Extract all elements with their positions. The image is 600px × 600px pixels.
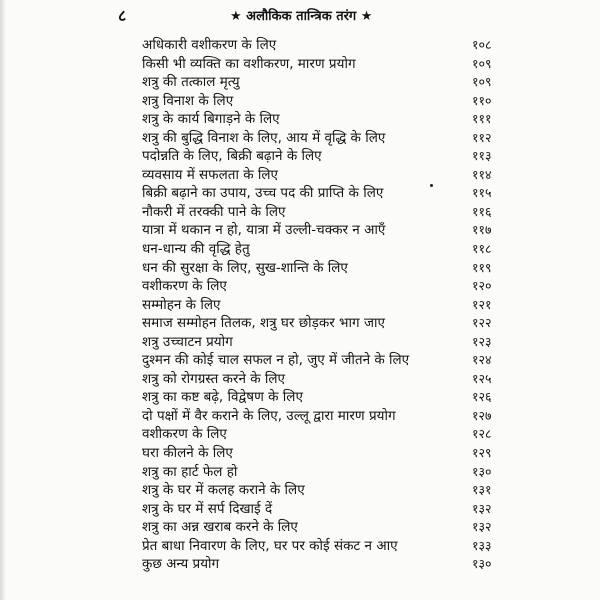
toc-entry-page-number: १०९ [472, 74, 492, 90]
toc-entry [0, 129, 600, 148]
toc-entry-page-number: ११३ [472, 148, 492, 164]
toc-entry-page-number: १०८ [472, 37, 492, 52]
toc-entry-page-number: १२५ [472, 370, 492, 386]
toc-entry-title: शत्रु की बुद्धि विनाश के लिए, आय में वृद्धि के लिए [142, 129, 386, 146]
toc-entry [0, 55, 600, 74]
toc-entry-page-number: १२३ [472, 333, 492, 349]
toc-entry [0, 407, 600, 426]
toc-entry-title: यात्रा में थकान न हो, यात्रा में उल्ली-चक्कर न आएँ [142, 222, 386, 239]
page-number: ८ [118, 6, 127, 25]
toc-entry-page-number: ११९ [472, 259, 492, 275]
toc-entry-page-number: १२४ [472, 352, 492, 368]
toc-entry [0, 333, 600, 352]
toc-entry [0, 425, 600, 444]
toc-entry-title: पदोन्नति के लिए, बिक्री बढ़ाने के लिए [142, 148, 322, 165]
toc-entry [0, 147, 600, 166]
toc-entry [0, 370, 600, 389]
toc-entry-title: प्रेत बाधा निवारण के लिए, घर पर कोई संकट न आए [142, 537, 398, 554]
toc-entry [0, 240, 600, 259]
toc-entry-page-number: १३१ [472, 482, 492, 498]
toc-entry [0, 277, 600, 296]
toc-entry-page-number: १२७ [472, 407, 492, 423]
toc-entry-title: समाज सम्मोहन तिलक, शत्रु घर छोड़कर भाग जाए [142, 315, 385, 332]
toc-entry-title: शत्रु का अन्न खराब करने के लिए [142, 519, 298, 536]
toc-entry [0, 221, 600, 240]
toc-entry-title: नौकरी में तरक्की पाने के लिए [142, 203, 286, 220]
toc-entry-title: शत्रु को रोगग्रस्त करने के लिए [142, 370, 285, 387]
toc-entry-title: कुछ अन्य प्रयोग [142, 556, 220, 573]
toc-entry-title: व्यवसाय में सफलता के लिए [142, 166, 279, 183]
toc-entry [0, 314, 600, 333]
toc-entry-title: धन की सुरक्षा के लिए, सुख-शान्ति के लिए [142, 259, 348, 276]
toc-entry-title: शत्रु उच्चाटन प्रयोग [142, 333, 233, 350]
toc-entry [0, 444, 600, 463]
table-of-contents [0, 36, 600, 574]
toc-entry-page-number: १३२ [472, 519, 492, 535]
toc-entry [0, 351, 600, 370]
toc-entry-page-number: १२६ [472, 389, 492, 405]
toc-entry-title: शत्रु का हार्ट फेल हो [142, 463, 238, 480]
toc-entry-title: शत्रु के घर में सर्प दिखाई दें [142, 500, 273, 517]
toc-entry-page-number: १३३ [472, 537, 492, 553]
toc-entry-title: शत्रु की तत्काल मृत्यु [142, 74, 240, 91]
toc-entry [0, 500, 600, 519]
page-header [0, 4, 600, 24]
toc-entry-page-number: १२० [472, 278, 492, 294]
toc-entry [0, 110, 600, 129]
toc-entry [0, 388, 600, 407]
toc-entry-page-number: १११ [472, 111, 492, 127]
toc-entry-title: दो पक्षों में वैर कराने के लिए, उल्लू द्वारा मारण प्रयोग [142, 407, 396, 424]
running-title: ★ अलौकिक तान्त्रिक तरंग ★ [230, 9, 373, 24]
toc-entry-title: वशीकरण के लिए [142, 426, 227, 443]
toc-entry [0, 73, 600, 92]
toc-entry-page-number: ११० [472, 92, 492, 108]
toc-entry [0, 184, 600, 203]
toc-entry-page-number: १२१ [472, 296, 492, 312]
toc-entry-page-number: ११४ [472, 166, 492, 182]
toc-entry-title: बिक्री बढ़ाने का उपाय, उच्च पद की प्राप्ति के लिए [142, 185, 384, 202]
toc-entry-page-number: १०९ [472, 55, 492, 71]
toc-entry [0, 555, 600, 574]
toc-entry [0, 166, 600, 185]
toc-entry [0, 481, 600, 500]
toc-entry-title: शत्रु विनाश के लिए [142, 92, 234, 109]
toc-entry-title: वशीकरण के लिए [142, 278, 227, 295]
toc-entry-page-number: १३० [472, 463, 492, 479]
toc-entry-page-number: ११६ [472, 203, 492, 219]
toc-entry-title: शत्रु का कष्ट बढ़े, विद्वेषण के लिए [142, 389, 303, 406]
toc-entry-title: दुश्मन की कोई चाल सफल न हो, जुए में जीतने के लिए [142, 352, 410, 369]
toc-entry-title: अधिकारी वशीकरण के लिए [142, 37, 277, 53]
toc-entry [0, 259, 600, 278]
toc-entry [0, 296, 600, 315]
toc-entry-title: धन-धान्य की वृद्धि हेतु [142, 241, 250, 258]
toc-entry [0, 92, 600, 111]
toc-entry-title: शत्रु के कार्य बिगाड़ने के लिए [142, 111, 280, 128]
ink-dot [430, 184, 433, 187]
toc-entry-page-number: १२९ [472, 445, 492, 461]
toc-entry-title: घरा कीलने के लिए [142, 445, 233, 462]
toc-entry-page-number: ११८ [472, 241, 492, 257]
toc-entry-page-number: ११२ [472, 129, 492, 145]
toc-entry-page-number: ११५ [472, 185, 492, 201]
toc-entry-page-number: १२२ [472, 315, 492, 331]
toc-entry [0, 518, 600, 537]
toc-entry-page-number: १३२ [472, 500, 492, 516]
toc-entry-title: शत्रु के घर में कलह कराने के लिए [142, 482, 305, 499]
toc-entry-title: किसी भी व्यक्ति का वशीकरण, मारण प्रयोग [142, 55, 356, 72]
toc-entry [0, 463, 600, 482]
toc-entry [0, 203, 600, 222]
toc-entry-page-number: ११७ [472, 222, 492, 238]
toc-entry [0, 537, 600, 556]
toc-entry [0, 36, 600, 55]
toc-entry-page-number: १३० [472, 556, 492, 572]
toc-entry-title: सम्मोहन के लिए [142, 296, 221, 313]
toc-entry-page-number: १२८ [472, 426, 492, 442]
